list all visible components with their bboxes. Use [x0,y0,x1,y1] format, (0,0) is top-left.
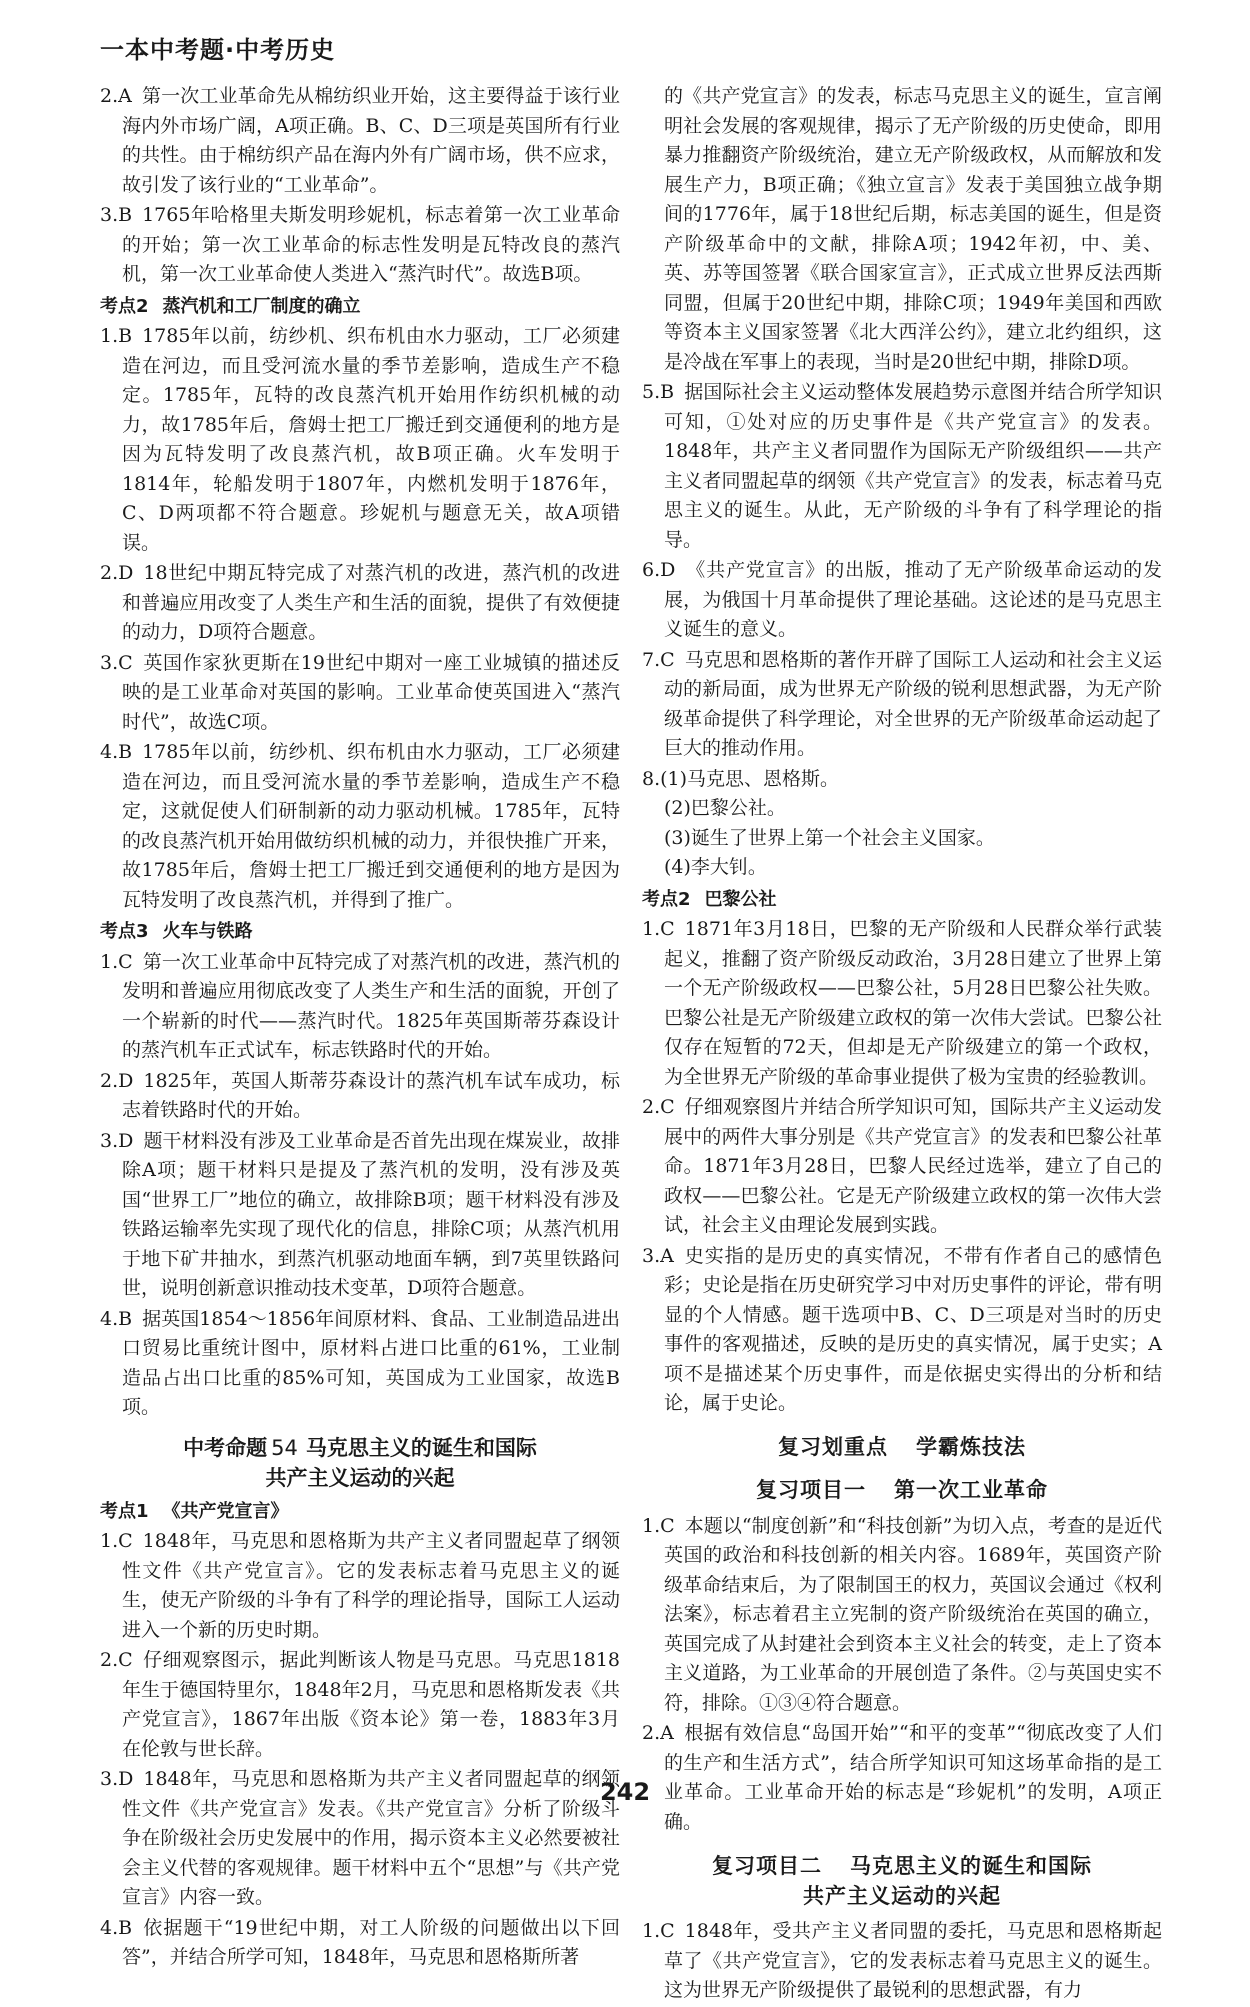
answer-key: 1.C [100,1530,133,1552]
answer-key: 2.A [642,1722,674,1744]
exam-point-heading: 考点1 《共产党宣言》 [100,1500,289,1522]
answer-text: 1765年哈格里夫斯发明珍妮机，标志着第一次工业革命的开始；第一次工业革命的标志性发明是瓦特改良的蒸汽机，第一次工业革命使人类进入“蒸汽时代”。故选B项。 [122,204,620,285]
answer-item [100,322,620,558]
answer-item [100,738,620,915]
answer-text: 根据有效信息“岛国开始”“和平的变革”“彻底改变了人们的生产和生活方式”，结合所学知识可知这场革命指的是工业革命。工业革命开始的标志是“珍妮机”的发明，A项正确。 [664,1722,1162,1833]
answer-key: 3.A [642,1244,674,1267]
answer-text: 史实指的是历史的真实情况，不带有作者自己的感情色彩；史论是指在历史研究学习中对历史事件的评论，带有明显的个人情感。题干选项中B、C、D三项是对当时的历史事件的客观描述，反映的是历史的真实情况，属于史实；A项不是描述某个历史事件，而是依据史实得出的分析和结论，属于史论。 [664,1244,1162,1414]
review-item-heading: 复习项目一 第一次工业革命 [756,1478,1048,1502]
answer-text: 《共产党宣言》的出版，推动了无产阶级革命运动的发展，为俄国十月革命提供了理论基础。这论述的是马克思主义诞生的意义。 [664,559,1162,640]
answer-item [100,1646,620,1764]
exam-point-heading: 考点2 巴黎公社 [642,888,777,910]
answer-key: 7.C [642,648,675,671]
answer-text: 题干材料没有涉及工业革命是否首先出现在煤炭业，故排除A项；题干材料只是提及了蒸汽机的发明，没有涉及英国“世界工厂”地位的确立，故排除B项；题干材料没有涉及铁路运输率先实现了现代化的信息，排除C项；从蒸汽机用于地下矿井抽水，到蒸汽机驱动地面车辆，到7英里铁路问世，说明创新意识推动技术变革，D项符合题意。 [122,1129,620,1299]
answer-item [642,378,1162,555]
answer-text: 1785年以前，纺纱机、织布机由水力驱动，工厂必须建造在河边，而且受河流水量的季节差影响，造成生产不稳定。1785年，瓦特的改良蒸汽机开始用作纺织机械的动力，故1785年后，詹姆士把工厂搬迁到交通便利的地方是因为瓦特发明了改良蒸汽机，故B项正确。火车发明于1814年，轮船发明于1807年，内燃机发明于1876年，C、D两项都不符合题意。珍妮机与题意无关，故A项错误。 [122,325,620,554]
answer-item: 8.(1)马克思、恩格斯。 (2)巴黎公社。 (3)诞生了世界上第一个社会主义国家。 (4)李大钊。 [642,767,995,878]
answer-text: 第一次工业革命中瓦特完成了对蒸汽机的改进，蒸汽机的发明和普遍应用彻底改变了人类生产和生活的面貌，开创了一个崭新的时代——蒸汽时代。1825年英国斯蒂芬森设计的蒸汽机车正式试车，标志铁路时代的开始。 [122,950,620,1061]
answer-key: 1.C [642,918,675,940]
answer-text: 1848年，马克思和恩格斯为共产主义者同盟起草了纲领性文件《共产党宣言》。它的发表标志着马克思主义的诞生，使无产阶级的斗争有了科学的理论指导，国际工人运动进入一个新的历史时期。 [122,1530,620,1641]
answer-key: 2.C [100,1649,133,1671]
answer-key: 4.B [100,1916,133,1939]
answer-item [642,646,1162,764]
answer-key: 2.C [642,1096,675,1118]
answer-text: 1785年以前，纺纱机、织布机由水力驱动，工厂必须建造在河边，而且受河流水量的季节差影响，造成生产不稳定，这就促使人们研制新的动力驱动机械。1785年，瓦特的改良蒸汽机开始用做纺织机械的动力，并很快推广开来，故1785年后，詹姆士把工厂搬迁到交通便利的地方是因为瓦特发明了改良蒸汽机，并得到了推广。 [122,741,620,911]
running-header: 一本中考题·中考历史 [100,36,336,64]
answer-key: 3.B [100,204,133,226]
answer-text: 1848年，马克思和恩格斯为共产主义者同盟起草的纲领性文件《共产党宣言》发表。《共产党宣言》分析了阶级斗争在阶级社会历史发展中的作用，揭示资本主义必然要被社会主义代替的客观规律。题干材料中五个“思想”与《共产党宣言》内容一致。 [122,1768,620,1908]
answer-text: 据英国1854～1856年间原材料、食品、工业制造品进出口贸易比重统计图中，原材料占进口比重的61%，工业制造品占出口比重的85%可知，英国成为工业国家，故选B项。 [122,1307,620,1418]
answer-key: 1.B [100,325,133,347]
answer-item [100,649,620,738]
answer-item [100,201,620,290]
exam-point-heading: 考点3 火车与铁路 [100,921,253,942]
answer-key: 1.C [642,1920,675,1942]
answer-item [100,82,620,200]
answer-key: 4.B [100,1307,133,1330]
answer-key: 2.D [100,562,134,584]
section-banner: 复习划重点 学霸炼技法 [778,1434,1026,1459]
answer-item [642,1917,1162,2006]
answer-item [100,1305,620,1423]
answer-key: 6.D [642,559,676,581]
answer-key: 1.C [100,950,133,973]
answer-item [100,559,620,648]
answer-key: 3.C [100,651,133,674]
answer-text: 1825年，英国人斯蒂芬森设计的蒸汽机车试车成功，标志着铁路时代的开始。 [122,1069,620,1121]
answer-text: 第一次工业革命先从棉纺织业开始，这主要得益于该行业海内外市场广阔，A项正确。B、C、D三项是英国所有行业的共性。由于棉纺织产品在海内外有广阔市场，供不应求，故引发了该行业的“工业革命”。 [122,85,620,196]
answer-key: 3.D [100,1129,134,1152]
answer-item [642,1093,1162,1241]
answer-text: 仔细观察图片并结合所学知识可知，国际共产主义运动发展中的两件大事分别是《共产党宣言》的发表和巴黎公社革命。1871年3月28日，巴黎人民经过选举，建立了自己的政权——巴黎公社。它是无产阶级建立政权的第一次伟大尝试，社会主义由理论发展到实践。 [664,1096,1162,1236]
answer-text: 1871年3月18日，巴黎的无产阶级和人民群众举行武装起义，推翻了资产阶级反动政治，3月28日建立了世界上第一个无产阶级政权——巴黎公社，5月28日巴黎公社失败。巴黎公社是无产阶级建立政权的第一次伟大尝试。巴黎公社仅存在短暂的72天，但却是无产阶级建立的第一个政权，为全世界无产阶级的革命事业提供了极为宝贵的经验教训。 [664,918,1162,1088]
topic-heading: 中考命题 54 马克思主义的诞生和国际 共产主义运动的兴起 [183,1435,537,1490]
answer-item [642,1512,1162,1719]
answer-text: 马克思和恩格斯的著作开辟了国际工人运动和社会主义运动的新局面，成为世界无产阶级的锐利思想武器，为无产阶级革命提供了科学理论，对全世界的无产阶级革命运动起了巨大的推动作用。 [664,648,1162,759]
answer-key: 2.A [100,85,132,107]
answer-text: 依据题干“19世纪中期，对工人阶级的问题做出以下回答”，并结合所学可知，1848年，马克思和恩格斯所著 [122,1916,620,1968]
answer-item [642,1242,1162,1419]
answer-key: 4.B [100,741,133,763]
answer-key: 2.D [100,1069,134,1092]
answer-text: 仔细观察图示，据此判断该人物是马克思。马克思1818年生于德国特里尔，1848年2月，马克思和恩格斯发表《共产党宣言》，1867年出版《资本论》第一卷，1883年3月在伦敦与世长辞。 [122,1649,620,1760]
answer-text: 1848年，受共产主义者同盟的委托，马克思和恩格斯起草了《共产党宣言》，它的发表标志着马克思主义的诞生。这为世界无产阶级提供了最锐利的思想武器，有力 [664,1920,1162,2001]
review-item-heading: 复习项目二 马克思主义的诞生和国际 共产主义运动的兴起 [712,1854,1092,1908]
page-number: 242 [599,1778,651,1806]
answer-text: 据国际社会主义运动整体发展趋势示意图并结合所学知识可知，①处对应的历史事件是《共产党宣言》的发表。1848年，共产主义者同盟作为国际无产阶级组织——共产主义者同盟起草的纲领《共产党宣言》的发表，标志着马克思主义的诞生。从此，无产阶级的斗争有了科学理论的指导。 [664,381,1162,551]
left-column [100,82,620,1974]
answer-key: 3.D [100,1768,134,1790]
answer-key: 5.B [642,381,675,403]
right-column [642,82,1162,2007]
answer-text: 18世纪中期瓦特完成了对蒸汽机的改进，蒸汽机的改进和普遍应用改变了人类生产和生活的面貌，提供了有效便捷的动力，D项符合题意。 [122,562,620,643]
answer-item [100,948,620,1066]
answer-item [100,1527,620,1645]
answer-item [100,1914,620,1973]
answer-item [100,1067,620,1126]
answer-key: 1.C [642,1514,675,1537]
answer-item [642,556,1162,645]
answer-text: 本题以“制度创新”和“科技创新”为切入点，考查的是近代英国的政治和科技创新的相关内容。1689年，英国资产阶级革命结束后，为了限制国王的权力，英国议会通过《权利法案》，标志着君主立宪制的资产阶级统治在英国的确立，英国完成了从封建社会到资本主义社会的转变，走上了资本主义道路，为工业革命的开展创造了条件。②与英国史实不符，排除。①③④符合题意。 [664,1514,1162,1714]
answer-item [100,1127,620,1304]
answer-text: 英国作家狄更斯在19世纪中期对一座工业城镇的描述反映的是工业革命对英国的影响。工业革命使英国进入“蒸汽时代”，故选C项。 [122,651,620,733]
answer-item [642,915,1162,1092]
answer-continuation: 的《共产党宣言》的发表，标志马克思主义的诞生，宣言阐明社会发展的客观规律，揭示了无产阶级的历史使命，即用暴力推翻资产阶级统治，建立无产阶级政权，从而解放和发展生产力，B项正确；《独立宣言》发表于美国独立战争期间的1776年，属于18世纪后期，标志美国的诞生，但是资产阶级革命中的文献，排除A项；1942年初，中、美、英、苏等国签署《联合国家宣言》，正式成立世界反法西斯同盟，但属于20世纪中期，排除C项；1949年美国和西欧等资本主义国家签署《北大西洋公约》，建立北约组织，这是冷战在军事上的表现，当时是20世纪中期，排除D项。 [664,85,1162,373]
exam-point-heading: 考点2 蒸汽机和工厂制度的确立 [100,295,361,317]
